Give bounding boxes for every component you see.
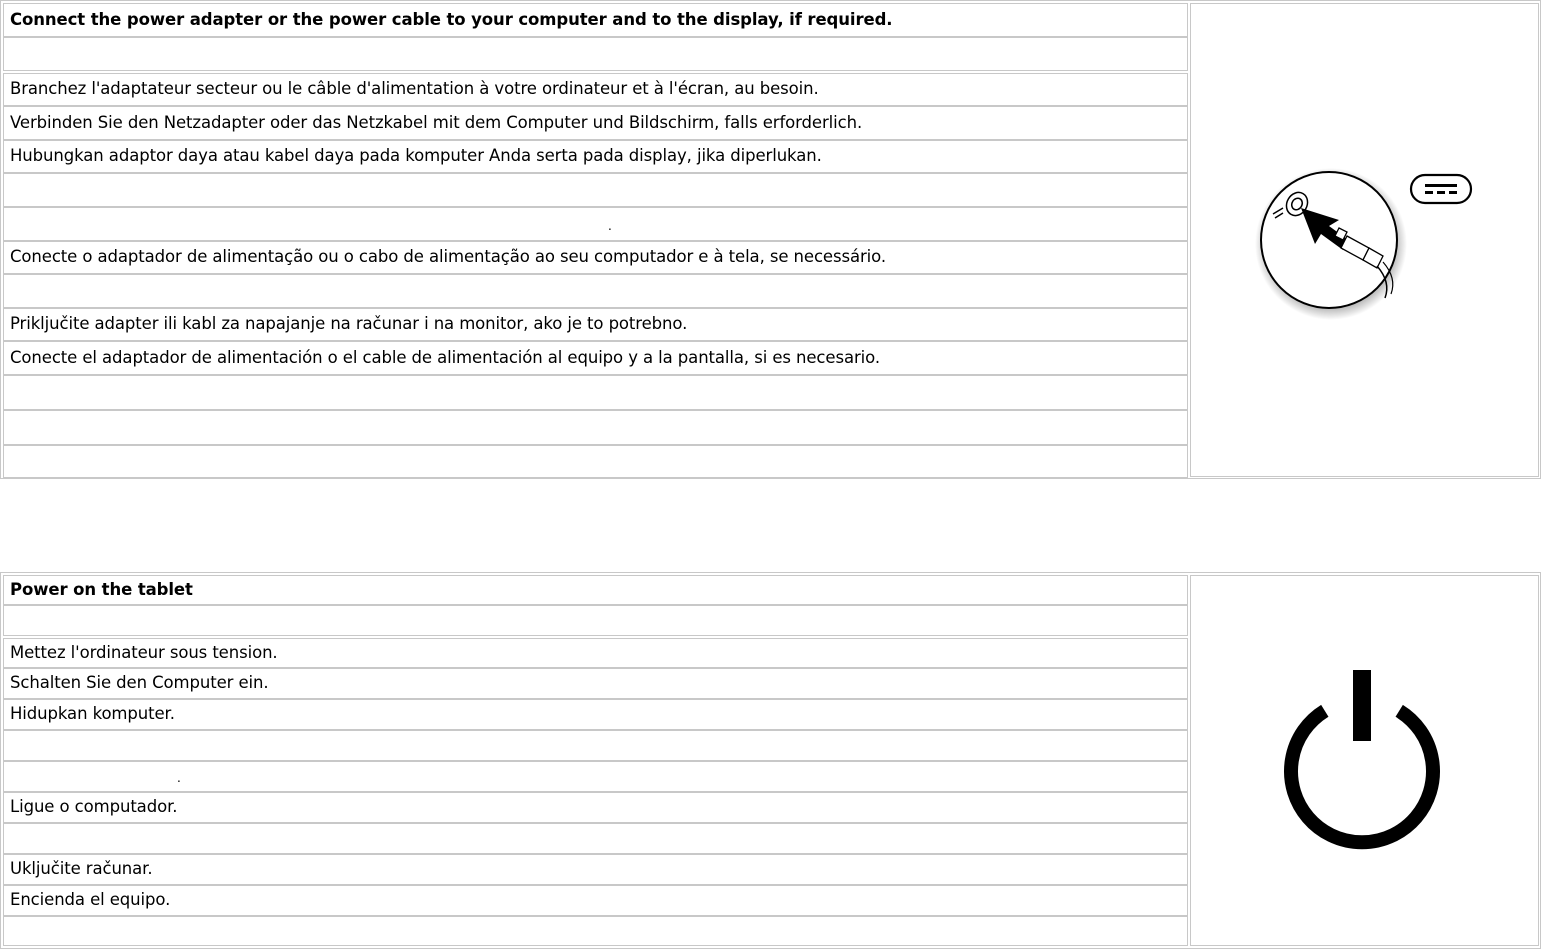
power-on-blank-row xyxy=(3,916,1188,946)
instruction-blank-row xyxy=(3,173,1188,207)
power-on-serbian: Uključite računar. xyxy=(3,854,1188,885)
power-on-spanish: Encienda el equipo. xyxy=(3,885,1188,916)
power-button-illustration-cell xyxy=(1190,575,1539,946)
power-adapter-illustration-cell xyxy=(1190,3,1539,477)
power-on-blank-row xyxy=(3,823,1188,854)
instruction-blank-row xyxy=(3,37,1188,71)
power-on-french: Mettez l'ordinateur sous tension. xyxy=(3,638,1188,668)
power-on-portuguese: Ligue o computador. xyxy=(3,792,1188,823)
power-on-section xyxy=(0,572,1541,949)
power-on-indonesian: Hidupkan komputer. xyxy=(3,699,1188,730)
instruction-blank-row xyxy=(3,274,1188,308)
power-button-icon xyxy=(1191,576,1540,947)
power-on-blank-row xyxy=(3,761,1188,792)
instruction-french: Branchez l'adaptateur secteur ou le câble d'alimentation à votre ordinateur et à l'écran, au besoin. xyxy=(3,73,1188,106)
instruction-serbian: Priključite adapter ili kabl za napajanje na računar i na monitor, ako je to potrebno. xyxy=(3,308,1188,341)
instruction-portuguese: Conecte o adaptador de alimentação ou o cabo de alimentação ao seu computador e à tela, se necessário. xyxy=(3,241,1188,274)
instruction-blank-row xyxy=(3,445,1188,478)
dc-power-symbol-icon xyxy=(1409,173,1473,205)
separator-dot: . xyxy=(177,771,181,785)
instruction-blank-row xyxy=(3,410,1188,445)
power-on-english: Power on the tablet xyxy=(3,575,1188,605)
power-on-blank-row xyxy=(3,730,1188,761)
instruction-english: Connect the power adapter or the power cable to your computer and to the display, if required. xyxy=(3,3,1188,37)
instruction-spanish: Conecte el adaptador de alimentación o el cable de alimentación al equipo y a la pantalla, si es necesario. xyxy=(3,341,1188,375)
instruction-blank-row xyxy=(3,375,1188,410)
power-adapter-connector-icon xyxy=(1191,4,1540,478)
power-on-german: Schalten Sie den Computer ein. xyxy=(3,668,1188,699)
instruction-indonesian: Hubungkan adaptor daya atau kabel daya pada komputer Anda serta pada display, jika diperlukan. xyxy=(3,140,1188,173)
instruction-german: Verbinden Sie den Netzadapter oder das Netzkabel mit dem Computer und Bildschirm, falls erforderlich. xyxy=(3,106,1188,140)
power-on-blank-row xyxy=(3,605,1188,636)
instruction-blank-row xyxy=(3,207,1188,241)
separator-dot: . xyxy=(608,219,612,233)
